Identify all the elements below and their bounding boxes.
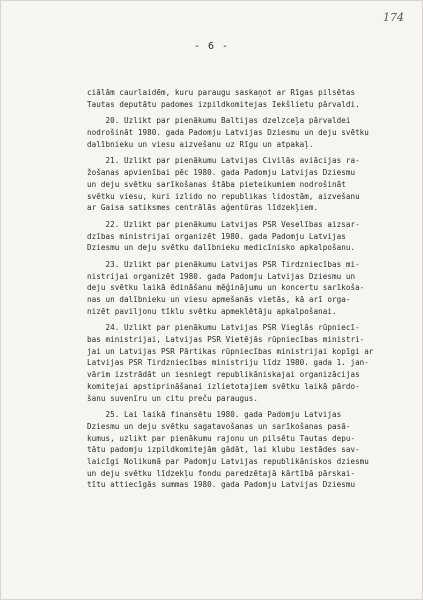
text-line: 21. Uzlikt par pienākumu Latvijas Civilās aviācijas ra-: [87, 156, 360, 166]
text-line: 20. Uzlikt par pienākumu Baltijas dzelzceļa pārvaldei: [87, 116, 351, 126]
text-line: nas un dalībnieku un viesu apmešanās vietās, kā arī orga-: [87, 295, 351, 304]
text-line: nizēt paviljonu tīklu svētku apmeklētāju apkalpošanai.: [87, 306, 337, 316]
text-line: vārim izstrādāt un iesniegt republikāniskajai organizācijas: [87, 370, 360, 380]
folio-number: 174: [383, 11, 404, 24]
text-line: Latvijas PSR Tirdzniecības ministriju līdz 1980. gada 1. jan-: [87, 358, 369, 368]
text-line: dalībnieku un viesu aizvešanu uz Rīgu un atpakaļ.: [87, 139, 314, 149]
text-line: ar Gaisa satiksmes centrālās aģentūras līdzekļiem.: [87, 203, 319, 213]
text-line: 22. Uzlikt par pienākumu Latvijas PSR Veselības aizsar-: [87, 219, 360, 229]
text-line: šanu suvenīru un citu preču paraugus.: [87, 393, 259, 403]
text-line: bas ministrijai, Latvijas PSR Vietējās rūpniecības ministri-: [87, 335, 365, 345]
page-number: - 6 -: [193, 41, 230, 52]
text-line: kumus, uzlikt par pienākumu rajonu un pilsētu Tautas depu-: [87, 433, 356, 443]
text-line: ciālām caurlaidēm, kuru paraugu saskaņot ar Rīgas pilsētas: [87, 88, 356, 97]
text-line: laicīgi Nolikumā par Padomju Latvijas republikāniskos dziesmu: [87, 456, 369, 466]
text-line: jai un Latvijas PSR Pārtikas rūpniecības ministrijai kopīgi ar: [87, 346, 374, 356]
text-line: un deju svētku līdzekļu fondu paredzētajā kārtībā pārskai-: [87, 468, 356, 478]
text-line: 23. Uzlikt par pienākumu Latvijas PSR Tirdzniecības mi-: [87, 259, 360, 269]
text-line: 24. Uzlikt par pienākumu Latvijas PSR Vieglās rūpniecī-: [87, 323, 360, 333]
text-line: deju svētku laikā ēdināšanu mēģinājumu un koncertu sarīkoša-: [87, 283, 365, 293]
text-line: nodrošināt 1980. gada Padomju Latvijas Dziesmu un deju svētku: [87, 128, 369, 138]
text-line: tātu padomju izpildkomitejām gādāt, lai klubu iestādes sav-: [87, 445, 360, 455]
text-line: tītu attiecīgās summas 1980. gada Padomju Latvijas Dziesmu: [87, 480, 356, 490]
text-line: žošanas apvienībai pēc 1980. gada Padomju Latvijas Dziesmu: [87, 168, 356, 178]
text-line: komitejai apstiprināšanai izlietotajiem svētku laikā pārdo-: [87, 381, 360, 391]
text-line: Dziesmu un deju svētku dalībnieku medicīnisko apkalpošanu.: [87, 243, 356, 253]
text-line: Tautas deputātu padomes izpildkomitejas Iekšlietu pārvaldi.: [87, 99, 360, 109]
text-line: nistrijai organizēt 1980. gada Padomju Latvijas Dziesmu un: [87, 271, 356, 281]
text-line: dzības ministrijai organizēt 1980. gada Padomju Latvijas: [87, 231, 346, 241]
text-line: un deju svētku sarīkošanas štāba pieteikumiem nodrošināt: [87, 179, 346, 189]
text-line: svētku viesu, kuri izlido no republikas lidostām, aizvešanu: [87, 191, 360, 201]
text-line: Dziesmu un deju svētku sagatavošanas un sarīkošanas pasā-: [87, 421, 351, 431]
body-text: [87, 87, 385, 491]
text-line: 25. Lai laikā finansētu 1980. gada Padomju Latvijas: [87, 410, 342, 420]
